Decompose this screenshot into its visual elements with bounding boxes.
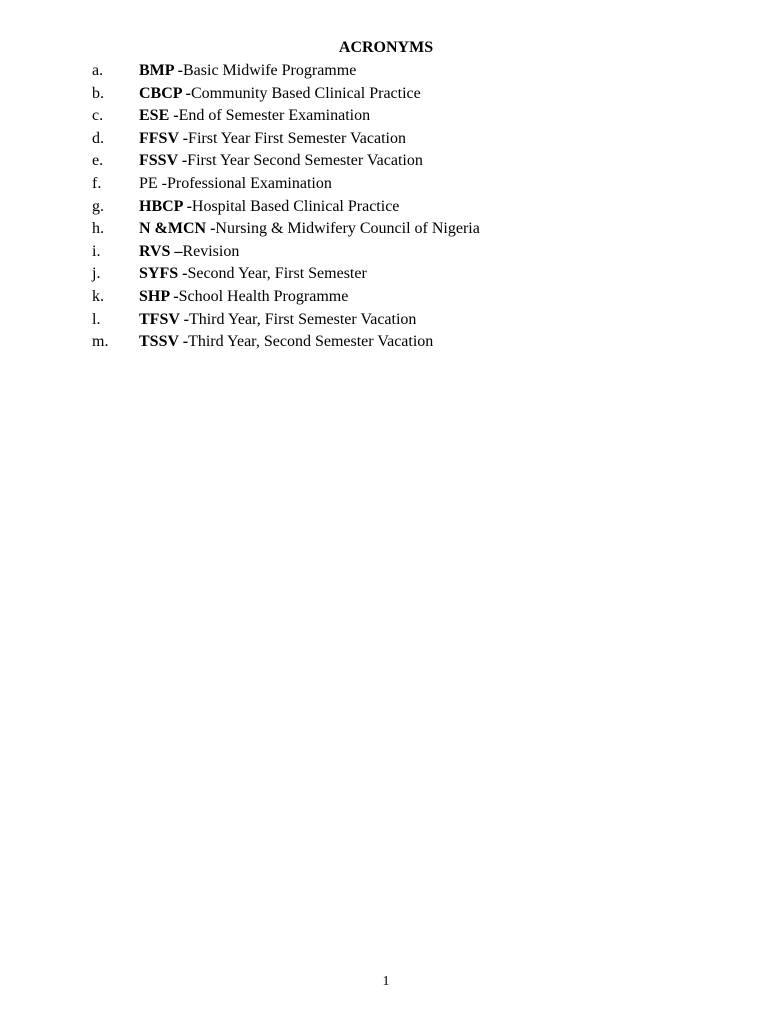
list-item	[92, 60, 480, 83]
item-acronym: BMP -	[139, 62, 183, 79]
list-item	[92, 218, 480, 241]
list-item	[92, 286, 480, 309]
item-letter: e.	[92, 152, 104, 170]
item-letter: g.	[92, 197, 104, 215]
item-definition: Third Year, Second Semester Vacation	[188, 333, 434, 351]
list-item	[92, 331, 480, 354]
item-letter: c.	[92, 107, 104, 125]
item-acronym: CBCP -	[139, 84, 191, 102]
item-acronym: SYFS -	[139, 265, 188, 283]
item-definition: Professional Examination	[167, 174, 332, 192]
list-item	[92, 309, 480, 332]
item-definition: Nursing & Midwifery Council of Nigeria	[215, 220, 480, 238]
item-definition: Hospital Based Clinical Practice	[191, 197, 400, 215]
item-definition: Third Year, First Semester Vacation	[188, 310, 417, 328]
list-item	[92, 83, 480, 106]
list-item	[92, 150, 480, 173]
item-definition: Revision	[182, 242, 240, 260]
item-acronym: TSSV -	[139, 333, 189, 351]
list-item	[92, 241, 480, 264]
item-letter: h.	[92, 220, 104, 238]
item-acronym: SHP -	[139, 287, 179, 305]
item-letter: d.	[92, 129, 104, 147]
item-definition: First Year Second Semester Vacation	[187, 152, 423, 170]
list-item	[92, 128, 480, 151]
item-acronym: FFSV -	[139, 129, 189, 147]
item-definition: Community Based Clinical Practice	[191, 84, 421, 102]
item-acronym: PE -	[139, 174, 167, 192]
item-letter: m.	[92, 333, 109, 351]
list-item	[92, 173, 480, 196]
list-item	[92, 105, 480, 128]
item-acronym: N &MCN -	[139, 220, 216, 238]
item-letter: a.	[92, 62, 104, 79]
item-acronym: RVS –	[139, 242, 183, 260]
list-item	[92, 263, 480, 286]
item-definition: Basic Midwife Programme	[183, 62, 357, 79]
item-acronym: TFSV -	[139, 310, 189, 328]
item-acronym: ESE -	[139, 107, 179, 125]
item-definition: End of Semester Examination	[178, 107, 371, 125]
item-definition: Second Year, First Semester	[187, 265, 367, 283]
page-number: 1	[382, 974, 390, 989]
item-definition: School Health Programme	[178, 287, 349, 305]
item-letter: l.	[92, 310, 101, 328]
item-acronym: HBCP -	[139, 197, 192, 215]
item-letter: i.	[92, 242, 101, 260]
item-letter: j.	[92, 265, 101, 283]
item-acronym: FSSV -	[139, 152, 188, 170]
acronym-list	[92, 60, 480, 354]
item-letter: f.	[92, 174, 102, 192]
list-item	[92, 196, 480, 219]
item-definition: First Year First Semester Vacation	[188, 129, 406, 147]
item-letter: b.	[92, 84, 104, 102]
page-title: ACRONYMS	[338, 39, 434, 56]
item-letter: k.	[92, 287, 104, 305]
